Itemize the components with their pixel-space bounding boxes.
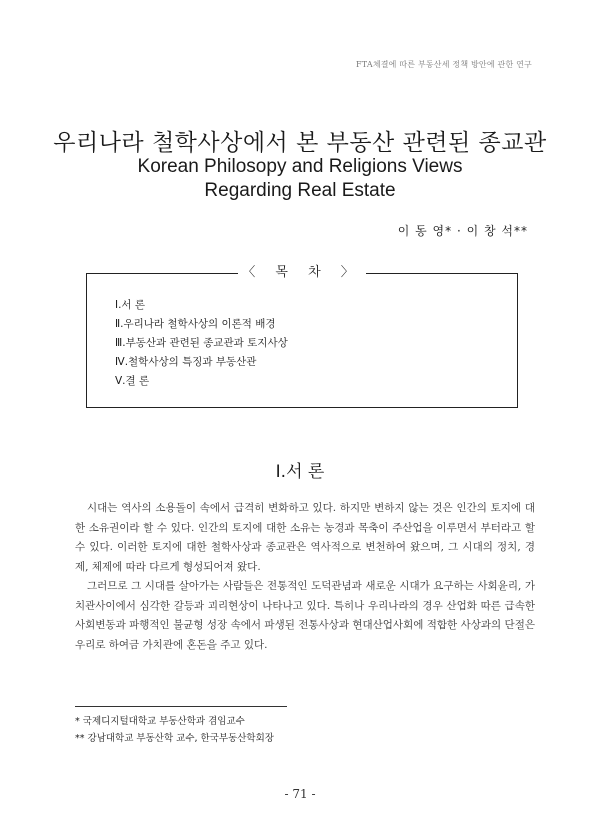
footnotes bbox=[75, 713, 274, 747]
table-of-contents bbox=[86, 265, 518, 408]
toc-item: Ⅲ.부동산과 관련된 종교관과 토지사상 bbox=[115, 337, 288, 349]
toc-heading-text: 목 차 bbox=[275, 265, 329, 280]
toc-item: Ⅰ.서 론 bbox=[115, 299, 146, 311]
toc-item: Ⅴ.결 론 bbox=[115, 375, 150, 387]
paragraph: 시대는 역사의 소용돌이 속에서 급격히 변화하고 있다. 하지만 변하지 않는 것은 인간의 토지에 대한 소유권이라 할 수 있다. 인간의 토지에 대한 소유는 농경과 목축이 주산업을 이루면서 부터라고 할 수 있다. 이러한 토지에 대한 철학사상과 종교관은 역사적으로 변천하여 왔으며, 그 시대의 정치, 경제, 체제에 따라 다르게 형성되어져 왔다. bbox=[75, 502, 535, 573]
toc-heading: 〈 목 차 〉 bbox=[87, 264, 517, 282]
section-heading: Ⅰ.서 론 bbox=[275, 462, 325, 482]
page-title: 우리나라 철학사상에서 본 부동산 관련된 종교관 bbox=[53, 130, 547, 156]
running-header: FTA체결에 따른 부동산세 정책 방안에 관한 연구 bbox=[356, 60, 532, 69]
body-text bbox=[75, 499, 535, 655]
footnote: * 국제디지털대학교 부동산학과 겸임교수 bbox=[75, 716, 245, 727]
english-title-line-2: Regarding Real Estate bbox=[204, 180, 396, 201]
footnote: ** 강남대학교 부동산학 교수, 한국부동산학회장 bbox=[75, 733, 274, 744]
english-title-line-1: Korean Philosopy and Religions Views bbox=[137, 156, 463, 177]
toc-item: Ⅳ.철학사상의 특징과 부동산관 bbox=[115, 356, 257, 368]
footnote-divider bbox=[75, 706, 287, 707]
toc-list bbox=[115, 296, 288, 391]
toc-item: Ⅱ.우리나라 철학사상의 이론적 배경 bbox=[115, 318, 276, 330]
paragraph: 그러므로 그 시대를 살아가는 사람들은 전통적인 도덕관념과 새로운 시대가 요구하는 사회윤리, 가치관사이에서 심각한 갈등과 괴리현상이 나타나고 있다. 특히나 우리나라의 경우 산업화 따른 급속한 사회변동과 파행적인 불균형 성장 속에서 파생된 전통사상과 현대산업사회에 적합한 사상과의 단절은 우리로 하여금 가치관에 혼돈을 주고 있다. bbox=[75, 580, 535, 651]
page-number: - 71 - bbox=[284, 787, 316, 801]
english-title bbox=[0, 155, 600, 203]
authors: 이 동 영* · 이 창 석** bbox=[397, 224, 528, 238]
